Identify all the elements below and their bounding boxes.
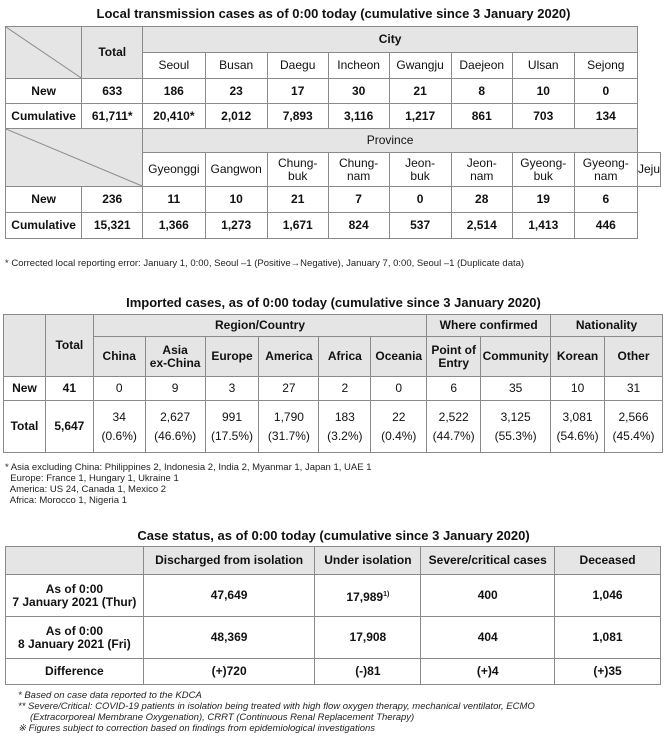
imported-total-value-3: 1,790 — [273, 409, 304, 424]
status-value-2-3 — [555, 659, 661, 685]
imported-note-2: America: US 24, Canada 1, Mexico 2 — [5, 484, 167, 495]
status-value-text-1-1: 17,908 — [349, 630, 387, 644]
status-row-label-0 — [6, 575, 144, 617]
city-cumulative-incheon: 3,116 — [328, 104, 389, 129]
city-cumulative-seoul: 20,410* — [143, 104, 205, 129]
province-cumulative-7: 1,413 — [512, 213, 574, 239]
status-row-label2-1: 8 January 2021 (Fri) — [18, 636, 131, 651]
imported-total-pct-2: (17.5%) — [210, 428, 254, 443]
city-header-incheon: Incheon — [328, 53, 389, 79]
province-cumulative-3: 1,671 — [267, 213, 328, 239]
status-value-2-2 — [421, 659, 555, 685]
status-note-0: * Based on case data reported to the KDCA — [18, 690, 202, 701]
row-label-new: New — [6, 187, 82, 213]
province-cumulative-2: 1,273 — [205, 213, 267, 239]
imported-total-3 — [259, 401, 319, 453]
imported-new-6: 6 — [427, 377, 481, 401]
province-header-3: Chung- nam — [328, 153, 389, 187]
city-new-sejong: 0 — [574, 79, 637, 104]
imported-total-4 — [319, 401, 371, 453]
imported-col-7: Community — [481, 337, 551, 377]
city-cumulative-gwangju: 1,217 — [389, 104, 451, 129]
imported-cases-table — [3, 314, 663, 453]
imported-new-8: 10 — [551, 377, 605, 401]
city-header-daejeon: Daejeon — [451, 53, 512, 79]
local-cases-note: * Corrected local reporting error: January 1, 0:00, Seoul –1 (Positive→Negative), January 7, 0:00, Seoul –1 (Duplicate data) — [5, 258, 525, 269]
status-note-3: ※ Figures subject to correction based on findings from epidemiological investigations — [18, 723, 376, 734]
imported-col-0: China — [93, 337, 145, 377]
imported-new-0: 0 — [93, 377, 145, 401]
province-new-7: 19 — [512, 187, 574, 213]
status-row-label2-0: 7 January 2021 (Thur) — [12, 594, 137, 609]
province-new-3: 21 — [267, 187, 328, 213]
region-country-header: Region/Country — [93, 315, 426, 337]
imported-total-pct-7: (55.3%) — [494, 428, 537, 443]
imported-new-5: 0 — [371, 377, 427, 401]
province-cumulative-0: 15,321 — [82, 213, 143, 239]
imported-new-4: 2 — [319, 377, 371, 401]
province-cumulative-4: 824 — [328, 213, 389, 239]
imported-total-value-9: 2,566 — [618, 409, 649, 424]
status-value-text-2-3: (+)35 — [593, 664, 622, 678]
city-new-gwangju: 21 — [389, 79, 451, 104]
city-cumulative-daejeon: 861 — [451, 104, 512, 129]
imported-total-value-0: 34 — [112, 409, 126, 424]
cumulative-total: 61,711* — [82, 104, 143, 129]
city-cumulative-sejong: 134 — [574, 104, 637, 129]
imported-cases-title: Imported cases, as of 0:00 today (cumulative since 3 January 2020) — [126, 295, 541, 310]
imported-note-1: Europe: France 1, Hungary 1, Ukraine 1 — [5, 473, 179, 484]
imported-total-5 — [371, 401, 427, 453]
local-cases-title: Local transmission cases as of 0:00 today (cumulative since 3 January 2020) — [96, 6, 571, 21]
status-value-0-2 — [421, 575, 555, 617]
imported-total-value-7: 3,125 — [500, 409, 531, 424]
status-row-label1-1: As of 0:00 — [45, 623, 104, 638]
status-row-label-2 — [6, 659, 144, 685]
imported-cases-notes — [5, 462, 665, 506]
imported-total-pct-8: (54.6%) — [556, 428, 599, 443]
corner-cell-status — [6, 547, 144, 575]
status-value-text-1-3: 1,081 — [592, 630, 623, 644]
imported-col-9: Other — [605, 337, 663, 377]
footnote-mark: 1) — [383, 590, 390, 598]
corner-cell — [6, 27, 82, 79]
row-label-new: New — [4, 377, 46, 401]
province-header-6: Gyeong- buk — [512, 153, 574, 187]
status-value-2-0 — [143, 659, 315, 685]
status-row-label1-2: Difference — [45, 664, 104, 678]
city-new-seoul: 186 — [143, 79, 205, 104]
imported-total-pct-1: (46.6%) — [154, 428, 197, 443]
province-header-4: Jeon- buk — [389, 153, 451, 187]
imported-total-1 — [145, 401, 205, 453]
imported-total-6 — [427, 401, 481, 453]
status-value-1-3 — [555, 617, 661, 659]
imported-new-total: 41 — [45, 377, 93, 401]
city-header-gwangju: Gwangju — [389, 53, 451, 79]
city-header-sejong: Sejong — [574, 53, 637, 79]
imported-total-value-4: 183 — [334, 409, 355, 424]
status-row-label1-0: As of 0:00 — [45, 581, 104, 596]
status-col-2: Severe/critical cases — [421, 547, 555, 575]
imported-col-4: Africa — [319, 337, 371, 377]
status-value-text-1-0: 48,369 — [210, 630, 248, 644]
province-cumulative-5: 537 — [389, 213, 451, 239]
status-note-2: (Extracorporeal Membrane Oxygenation), CRRT (Continuous Renal Replacement Therapy) — [30, 712, 415, 723]
imported-total-value-8: 3,081 — [562, 409, 593, 424]
province-header-0: Gyeonggi — [143, 153, 205, 187]
status-col-1: Under isolation — [315, 547, 421, 575]
row-label-cumulative: Cumulative — [6, 213, 82, 239]
imported-total-pct-4: (3.2%) — [327, 428, 363, 443]
status-value-text-1-2: 404 — [477, 630, 498, 644]
status-note-1: ** Severe/Critical: COVID-19 patients in isolation being treated with high flow oxygen therapy, mechanical ventilator, ECMO — [18, 701, 535, 712]
province-header-8: Jeju — [637, 153, 660, 187]
city-header: City — [143, 27, 638, 53]
city-cumulative-busan: 2,012 — [205, 104, 267, 129]
province-new-2: 10 — [205, 187, 267, 213]
city-header-daegu: Daegu — [267, 53, 328, 79]
status-row-label-1 — [6, 617, 144, 659]
status-value-text-0-0: 47,649 — [210, 588, 248, 602]
imported-total-8 — [551, 401, 605, 453]
imported-note-3: Africa: Morocco 1, Nigeria 1 — [5, 495, 127, 506]
imported-new-2: 3 — [205, 377, 259, 401]
local-cases-table — [5, 26, 661, 239]
status-value-text-2-2: (+)4 — [476, 664, 499, 678]
status-value-1-1 — [315, 617, 421, 659]
status-value-1-0 — [143, 617, 315, 659]
imported-note-0: * Asia excluding China: Philippines 2, Indonesia 2, India 2, Myanmar 1, Japan 1, UAE 1 — [5, 462, 372, 473]
city-new-daegu: 17 — [267, 79, 328, 104]
imported-total-0 — [93, 401, 145, 453]
imported-col-8: Korean — [551, 337, 605, 377]
row-label-total: Total — [4, 401, 46, 453]
status-value-text-0-1: 17,989 — [346, 589, 384, 604]
province-new-1: 11 — [143, 187, 205, 213]
row-label-cumulative: Cumulative — [6, 104, 82, 129]
imported-total-7 — [481, 401, 551, 453]
status-value-2-1 — [315, 659, 421, 685]
city-header-ulsan: Ulsan — [512, 53, 574, 79]
city-cumulative-ulsan: 703 — [512, 104, 574, 129]
imported-total-9 — [605, 401, 663, 453]
status-value-text-2-0: (+)720 — [211, 664, 247, 678]
status-value-text-2-1: (-)81 — [355, 664, 381, 678]
imported-total-value-5: 22 — [392, 409, 406, 424]
imported-total-value-2: 991 — [221, 409, 243, 424]
province-cumulative-8: 446 — [574, 213, 637, 239]
city-new-daejeon: 8 — [451, 79, 512, 104]
case-status-notes — [18, 690, 658, 734]
imported-new-1: 9 — [145, 377, 205, 401]
imported-new-7: 35 — [481, 377, 551, 401]
province-header-1: Gangwon — [205, 153, 267, 187]
case-status-table — [5, 546, 661, 685]
status-value-0-3 — [555, 575, 661, 617]
province-new-6: 28 — [451, 187, 512, 213]
imported-col-1: Asia ex-China — [145, 337, 205, 377]
new-total: 633 — [82, 79, 143, 104]
imported-total-value: 5,647 — [45, 401, 93, 453]
status-value-0-1 — [315, 575, 421, 617]
imported-new-9: 31 — [605, 377, 663, 401]
status-col-3: Deceased — [555, 547, 661, 575]
imported-total-value-6: 2,522 — [438, 409, 469, 424]
case-status-title: Case status, as of 0:00 today (cumulative since 3 January 2020) — [137, 528, 530, 543]
imported-total-pct-5: (0.4%) — [381, 428, 417, 443]
nationality-header: Nationality — [551, 315, 663, 337]
city-header-busan: Busan — [205, 53, 267, 79]
imported-total-value-1: 2,627 — [160, 409, 191, 424]
province-header-2: Chung- buk — [267, 153, 328, 187]
province-cumulative-1: 1,366 — [143, 213, 205, 239]
province-cumulative-6: 2,514 — [451, 213, 512, 239]
imported-total-2 — [205, 401, 259, 453]
corner-cell-province — [6, 129, 143, 187]
province-header: Province — [143, 129, 638, 153]
city-header-seoul: Seoul — [143, 53, 205, 79]
imported-col-3: America — [259, 337, 319, 377]
status-value-text-0-2: 400 — [477, 588, 498, 602]
imported-new-3: 27 — [259, 377, 319, 401]
city-new-incheon: 30 — [328, 79, 389, 104]
imported-col-2: Europe — [205, 337, 259, 377]
city-new-busan: 23 — [205, 79, 267, 104]
province-new-4: 7 — [328, 187, 389, 213]
where-confirmed-header: Where confirmed — [427, 315, 551, 337]
corner-cell-imported — [4, 315, 46, 377]
imported-total-pct-3: (31.7%) — [267, 428, 310, 443]
province-new-0: 236 — [82, 187, 143, 213]
province-new-5: 0 — [389, 187, 451, 213]
imported-col-5: Oceania — [371, 337, 427, 377]
status-value-1-2 — [421, 617, 555, 659]
province-new-8: 6 — [574, 187, 637, 213]
status-value-0-0 — [143, 575, 315, 617]
province-header-7: Gyeong- nam — [574, 153, 637, 187]
status-value-text-0-3: 1,046 — [592, 588, 623, 602]
city-cumulative-daegu: 7,893 — [267, 104, 328, 129]
province-header-5: Jeon- nam — [451, 153, 512, 187]
imported-total-header: Total — [45, 315, 93, 377]
status-col-0: Discharged from isolation — [143, 547, 315, 575]
imported-total-pct-6: (44.7%) — [432, 428, 475, 443]
imported-total-pct-0: (0.6%) — [101, 428, 137, 443]
imported-total-pct-9: (45.4%) — [612, 428, 655, 443]
total-header: Total — [82, 27, 143, 79]
city-new-ulsan: 10 — [512, 79, 574, 104]
row-label-new: New — [6, 79, 82, 104]
imported-col-6: Point of Entry — [427, 337, 481, 377]
